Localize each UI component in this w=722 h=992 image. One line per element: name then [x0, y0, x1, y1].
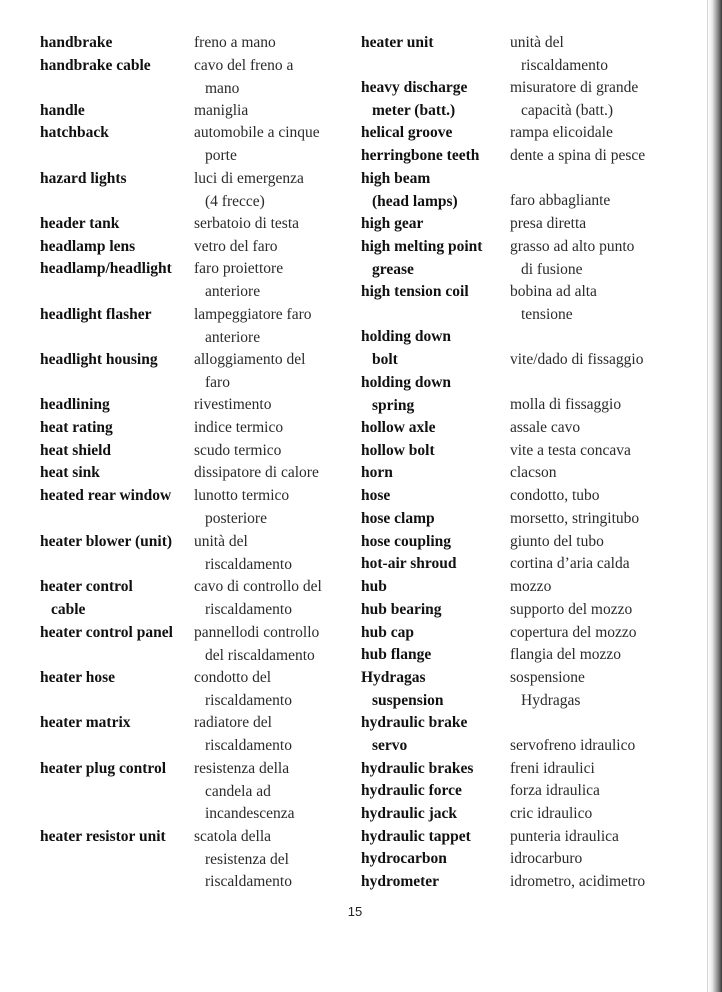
translation-line: condotto, tubo	[510, 487, 600, 504]
translation-line: grasso ad alto punto	[510, 238, 635, 255]
glossary-translation	[194, 622, 319, 667]
translation-line: bobina ad alta	[510, 283, 597, 300]
term-line: spring	[372, 396, 415, 414]
glossary-translation	[194, 32, 276, 55]
term-line: headlamp/headlight	[40, 260, 172, 277]
term-line: handle	[40, 102, 85, 119]
term-line: headlamp lens	[40, 238, 136, 255]
translation-line: faro proiettore	[194, 260, 284, 277]
translation-line: morsetto, stringitubo	[510, 510, 640, 527]
translation-line: mano	[205, 79, 240, 97]
glossary-translation	[510, 440, 631, 463]
translation-line: sospensione	[510, 669, 585, 686]
translation-line: luci di emergenza	[194, 170, 304, 187]
translation-line: dissipatore di calore	[194, 464, 319, 481]
glossary-term	[361, 236, 482, 281]
book-binding-shadow	[708, 0, 722, 992]
translation-line: porte	[205, 146, 237, 164]
translation-line: vite a testa concava	[510, 442, 631, 459]
term-line: helical groove	[361, 124, 453, 141]
term-line: hub cap	[361, 624, 414, 641]
term-line: headlight flasher	[40, 306, 152, 323]
glossary-translation	[194, 168, 304, 213]
glossary-term	[361, 667, 444, 712]
glossary-translation	[194, 576, 322, 621]
glossary-translation	[194, 826, 292, 894]
glossary-translation	[510, 667, 585, 712]
term-line: heater control panel	[40, 624, 173, 641]
translation-line: candela ad	[205, 782, 271, 800]
glossary-term	[361, 145, 479, 168]
glossary-term	[361, 622, 414, 645]
translation-line: riscaldamento	[521, 56, 608, 74]
translation-line: cortina d’aria calda	[510, 555, 630, 572]
glossary-term	[361, 32, 433, 55]
translation-line: rivestimento	[194, 396, 272, 413]
glossary-term	[40, 622, 173, 645]
translation-line: condotto del	[194, 669, 272, 686]
glossary-translation	[194, 667, 292, 712]
translation-line: resistenza della	[194, 760, 290, 777]
translation-line: indice termico	[194, 419, 284, 436]
translation-line: freno a mano	[194, 34, 276, 51]
glossary-term	[361, 644, 431, 667]
term-line: horn	[361, 464, 393, 481]
glossary-term	[40, 531, 172, 554]
translation-line: assale cavo	[510, 419, 581, 436]
glossary-translation	[194, 462, 319, 485]
translation-line: riscaldamento	[205, 555, 292, 573]
term-line: high melting point	[361, 238, 483, 255]
term-line: hollow axle	[361, 419, 436, 436]
glossary-term	[40, 236, 135, 259]
translation-line: scatola della	[194, 828, 272, 845]
translation-line: capacità (batt.)	[521, 101, 614, 119]
glossary-term	[361, 213, 423, 236]
glossary-translation	[510, 349, 643, 372]
term-line: high beam	[361, 170, 431, 187]
translation-line: lampeggiatore faro	[194, 306, 312, 323]
glossary-term	[40, 394, 110, 417]
glossary-translation	[194, 485, 289, 530]
term-line: heater blower (unit)	[40, 533, 173, 550]
term-line: heavy discharge	[361, 79, 468, 96]
glossary-translation	[194, 417, 283, 440]
glossary-translation	[510, 826, 619, 849]
glossary-term	[40, 462, 100, 485]
glossary-term	[40, 213, 119, 236]
glossary-translation	[510, 848, 582, 871]
translation-line: pannellodi controllo	[194, 624, 320, 641]
term-line: heater resistor unit	[40, 828, 166, 845]
translation-line: serbatoio di testa	[194, 215, 300, 232]
term-line: heater hose	[40, 669, 116, 686]
translation-line: anteriore	[205, 328, 261, 346]
glossary-term	[361, 77, 467, 122]
term-line: heater plug control	[40, 760, 167, 777]
glossary-translation	[510, 803, 592, 826]
glossary-translation	[510, 32, 608, 77]
translation-line: riscaldamento	[205, 600, 292, 618]
term-line: herringbone teeth	[361, 147, 480, 164]
glossary-translation	[194, 122, 320, 167]
glossary-term	[361, 826, 471, 849]
translation-line: maniglia	[194, 102, 249, 119]
glossary-translation	[194, 349, 305, 394]
term-line: headlight housing	[40, 351, 158, 368]
glossary-translation	[510, 576, 551, 599]
translation-line: flangia del mozzo	[510, 646, 622, 663]
glossary-term	[40, 440, 111, 463]
glossary-translation	[510, 485, 600, 508]
translation-line: dente a spina di pesce	[510, 147, 646, 164]
translation-line: idrocarburo	[510, 850, 583, 867]
glossary-term	[40, 667, 115, 690]
glossary-term	[40, 417, 113, 440]
term-line: heated rear window	[40, 487, 172, 504]
translation-line: unità del	[194, 533, 248, 550]
glossary-translation	[194, 236, 278, 259]
translation-line: unità del	[510, 34, 564, 51]
glossary-translation	[510, 508, 639, 531]
glossary-term	[40, 122, 109, 145]
translation-line: servofreno idraulico	[510, 737, 636, 754]
term-line: heater unit	[361, 34, 434, 51]
term-line: heat rating	[40, 419, 113, 436]
translation-line: forza idraulica	[510, 782, 600, 799]
term-line: hydraulic brakes	[361, 760, 474, 777]
glossary-term	[361, 712, 467, 757]
term-line: Hydragas	[361, 669, 426, 686]
glossary-translation	[194, 304, 311, 349]
term-line: heat shield	[40, 442, 112, 459]
glossary-translation	[510, 190, 610, 213]
glossary-translation	[510, 599, 632, 622]
glossary-translation	[510, 145, 645, 168]
translation-line: riscaldamento	[205, 691, 292, 709]
translation-line: molla di fissaggio	[510, 396, 622, 413]
term-line: hose coupling	[361, 533, 452, 550]
glossary-translation	[510, 622, 637, 645]
glossary-term	[361, 871, 439, 894]
term-line: hydrocarbon	[361, 850, 447, 867]
glossary-term	[40, 55, 151, 78]
glossary-term	[361, 326, 451, 371]
translation-line: faro	[205, 373, 230, 391]
glossary-term	[361, 485, 390, 508]
translation-line: scudo termico	[194, 442, 282, 459]
glossary-translation	[510, 77, 638, 122]
glossary-term	[40, 100, 85, 123]
translation-line: freni idraulici	[510, 760, 595, 777]
translation-line: alloggiamento del	[194, 351, 306, 368]
term-line: handbrake	[40, 34, 113, 51]
translation-line: supporto del mozzo	[510, 601, 633, 618]
glossary-translation	[510, 236, 634, 281]
term-line: hydrometer	[361, 873, 440, 890]
glossary-term	[361, 417, 436, 440]
translation-line: cavo del freno a	[194, 57, 294, 74]
glossary-term	[361, 803, 457, 826]
translation-line: misuratore di grande	[510, 79, 639, 96]
glossary-translation	[510, 394, 621, 417]
glossary-term	[361, 576, 387, 599]
term-line: hub flange	[361, 646, 432, 663]
term-line: high gear	[361, 215, 424, 232]
glossary-term	[361, 531, 451, 554]
translation-line: lunotto termico	[194, 487, 290, 504]
term-line: cable	[51, 600, 86, 618]
term-line: hydraulic jack	[361, 805, 458, 822]
glossary-term	[40, 576, 133, 621]
term-line: (head lamps)	[372, 192, 458, 210]
term-line: header tank	[40, 215, 120, 232]
glossary-translation	[194, 100, 248, 123]
term-line: hose	[361, 487, 391, 504]
glossary-translation	[194, 440, 281, 463]
glossary-translation	[510, 644, 621, 667]
translation-line: anteriore	[205, 282, 261, 300]
translation-line: radiatore del	[194, 714, 272, 731]
glossary-translation	[194, 712, 292, 757]
glossary-term	[361, 599, 442, 622]
glossary-term	[40, 485, 171, 508]
term-line: hydraulic force	[361, 782, 462, 799]
glossary-term	[361, 462, 393, 485]
glossary-translation	[194, 213, 299, 236]
glossary-term	[40, 32, 112, 55]
glossary-translation	[194, 258, 283, 303]
translation-line: cavo di controllo del	[194, 578, 322, 595]
glossary-translation	[510, 213, 586, 236]
translation-line: mozzo	[510, 578, 552, 595]
translation-line: Hydragas	[521, 691, 581, 709]
glossary-translation	[194, 531, 292, 576]
glossary-translation	[510, 122, 613, 145]
term-line: hydraulic brake	[361, 714, 468, 731]
term-line: holding down	[361, 374, 452, 391]
translation-line: cric idraulico	[510, 805, 593, 822]
translation-line: vetro del faro	[194, 238, 278, 255]
translation-line: (4 frecce)	[205, 192, 265, 210]
glossary-translation	[510, 417, 580, 440]
term-line: hub bearing	[361, 601, 442, 618]
term-line: heat sink	[40, 464, 100, 481]
translation-line: di fusione	[521, 260, 583, 278]
translation-line: clacson	[510, 464, 557, 481]
glossary-translation	[510, 462, 556, 485]
translation-line: resistenza del	[205, 850, 289, 868]
term-line: servo	[372, 736, 408, 754]
translation-line: del riscaldamento	[205, 646, 315, 664]
term-line: handbrake cable	[40, 57, 151, 74]
term-line: headlining	[40, 396, 110, 413]
translation-line: riscaldamento	[205, 736, 292, 754]
glossary-translation	[194, 758, 295, 826]
glossary-translation	[510, 735, 635, 758]
glossary-term	[361, 122, 452, 145]
glossary-term	[361, 553, 456, 576]
translation-line: tensione	[521, 305, 573, 323]
glossary-translation	[194, 394, 272, 417]
translation-line: riscaldamento	[205, 873, 292, 891]
page-number: 15	[347, 904, 363, 919]
term-line: hydraulic tappet	[361, 828, 471, 845]
translation-line: rampa elicoidale	[510, 124, 613, 141]
translation-line: posteriore	[205, 509, 267, 527]
term-line: bolt	[372, 350, 398, 368]
term-line: heater matrix	[40, 714, 131, 731]
translation-line: automobile a cinque	[194, 124, 320, 141]
glossary-term	[361, 848, 447, 871]
glossary-term	[40, 349, 158, 372]
term-line: high tension coil	[361, 283, 469, 300]
term-line: hazard lights	[40, 170, 127, 187]
translation-line: copertura del mozzo	[510, 624, 637, 641]
term-line: hose clamp	[361, 510, 435, 527]
glossary-translation	[510, 780, 600, 803]
term-line: grease	[372, 260, 414, 278]
term-line: hub	[361, 578, 387, 595]
glossary-translation	[510, 531, 604, 554]
term-line: hatchback	[40, 124, 109, 141]
glossary-term	[361, 281, 469, 304]
glossary-translation	[510, 553, 630, 576]
term-line: hollow bolt	[361, 442, 435, 459]
translation-line: vite/dado di fissaggio	[510, 351, 644, 368]
glossary-term	[40, 712, 131, 735]
glossary-term	[361, 780, 462, 803]
term-line: holding down	[361, 328, 452, 345]
term-line: heater control	[40, 578, 133, 595]
translation-line: presa diretta	[510, 215, 587, 232]
glossary-translation	[510, 758, 595, 781]
glossary-term	[40, 168, 127, 191]
glossary-term	[40, 304, 152, 327]
term-line: suspension	[372, 691, 444, 709]
glossary-term	[361, 372, 451, 417]
glossary-term	[361, 168, 458, 213]
glossary-translation	[194, 55, 293, 100]
translation-line: incandescenza	[205, 805, 295, 823]
glossary-term	[40, 258, 172, 281]
glossary-term	[40, 826, 166, 849]
glossary-term	[361, 440, 435, 463]
translation-line: punteria idraulica	[510, 828, 619, 845]
translation-line: faro abbagliante	[510, 192, 611, 209]
glossary-term	[361, 508, 435, 531]
translation-line: giunto del tubo	[510, 533, 604, 550]
glossary-translation	[510, 281, 597, 326]
term-line: meter (batt.)	[372, 101, 456, 119]
glossary-term	[361, 758, 473, 781]
glossary-translation	[510, 871, 645, 894]
glossary-term	[40, 758, 166, 781]
term-line: hot-air shroud	[361, 555, 457, 572]
translation-line: idrometro, acidimetro	[510, 873, 646, 890]
